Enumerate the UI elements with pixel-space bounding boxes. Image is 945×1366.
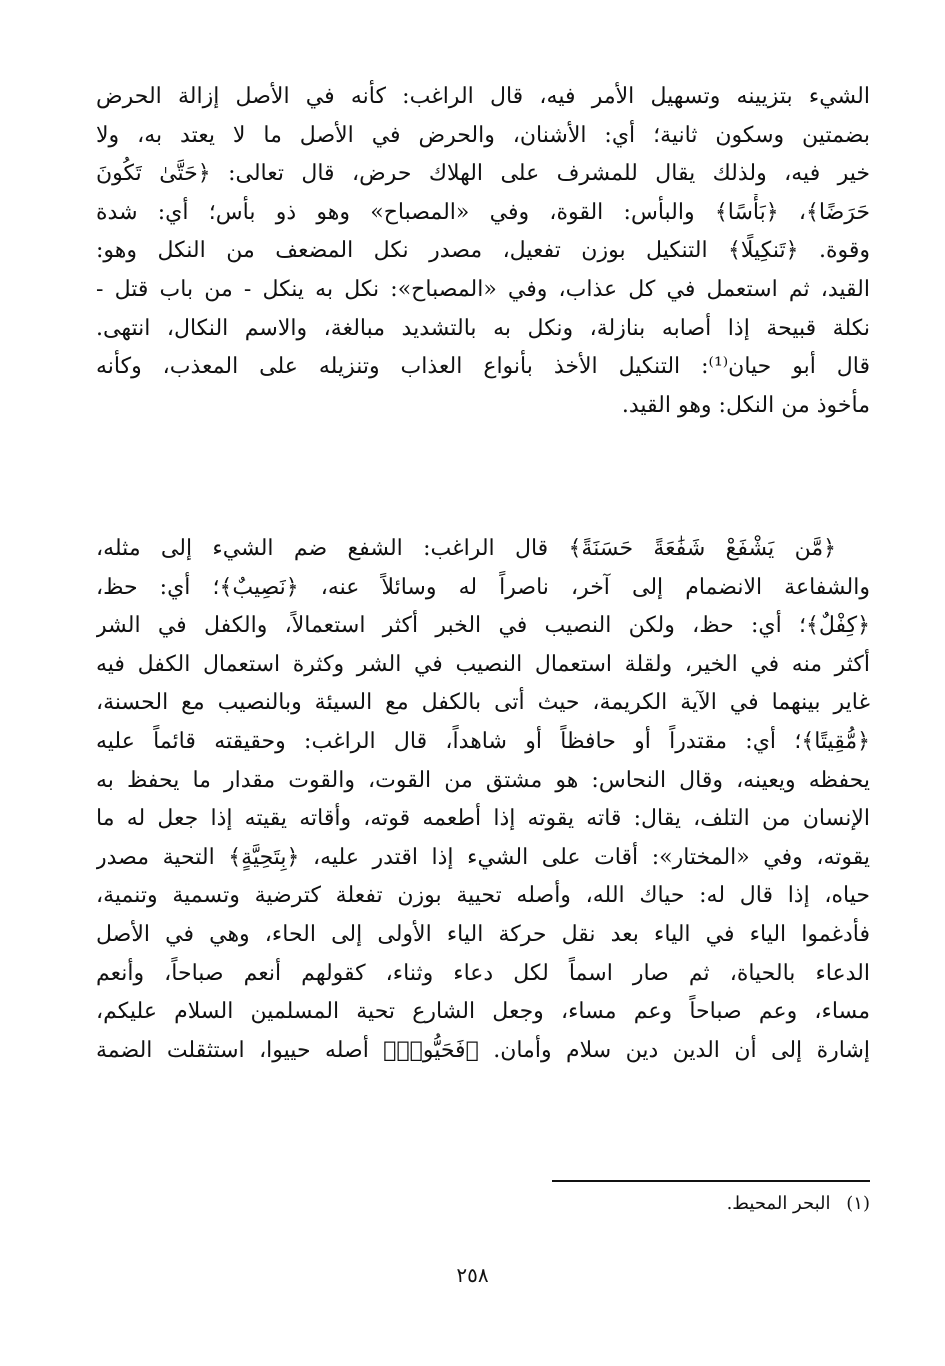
- text-line: والشفاعة الانضمام إلى آخر، ناصراً له وسائلاً عنه، ﴿نَصِيبٌ﴾؛ أي: حظ،: [96, 574, 870, 600]
- footnote-marker: (١): [846, 1193, 870, 1214]
- text-line: الدعاء بالحياة، ثم صار اسماً لكل دعاء وثناء، كقولهم أنعم صباحاً، وأنعم: [96, 960, 870, 986]
- text-line: قال أبو حيان⁽¹⁾: التنكيل الأخذ بأنواع العذاب وتنزيله على المعذب، وكأنه: [96, 354, 870, 380]
- text-line: ﴿مَّن يَشْفَعْ شَفَٰعَةً حَسَنَةً﴾ قال الراغب: الشفع ضم الشيء إلى مثله،: [96, 536, 836, 561]
- text-line: خير فيه، ولذلك يقال للمشرف على الهلاك حرض، قال تعالى: ﴿حَتَّىٰ تَكُونَ: [96, 161, 870, 187]
- page-number: ٢٥٨: [456, 1263, 489, 1287]
- text-line: فأدغموا الياء في الياء بعد نقل حركة الياء الأولى إلى الحاء، وهي في الأصل: [96, 921, 870, 947]
- footnote: [470, 1189, 870, 1219]
- text-line: أكثر منه في الخير، ولقلة استعمال النصيب في الشر وكثرة استعمال الكفل فيه: [96, 651, 870, 677]
- paragraph-2: [96, 530, 870, 1070]
- text-line: إشارة إلى أن الدين دين سلام وأمان. ﴿فَحَيُّوا۟﴾ أصله حييوا، استثقلت الضمة: [96, 1037, 870, 1063]
- text-line: بضمتين وسكون ثانية؛ أي: الأشنان، والحرض في الأصل ما لا يعتد به، ولا: [96, 122, 870, 148]
- text-line: يحفظه ويعينه، وقال النحاس: هو مشتق من القوت، والقوت مقدار ما يحفظ به: [96, 767, 870, 793]
- footnote-divider: [552, 1180, 870, 1182]
- footnote-text: البحر المحيط.: [726, 1193, 831, 1214]
- text-line: مأخوذ من النكل: وهو القيد.: [621, 392, 870, 418]
- text-line: القيد، ثم استعمل في كل عذاب، وفي «المصباح»: نكل به ينكل - من باب قتل -: [96, 276, 870, 302]
- text-line: ﴿مُّقِيتًا﴾؛ أي: مقتدراً أو حافظاً أو شاهداً، قال الراغب: وحقيقته قائماً عليه: [96, 728, 870, 754]
- text-line: غاير بينهما في الآية الكريمة، حيث أتى بالكفل مع السيئة وبالنصيب مع الحسنة،: [96, 690, 870, 716]
- text-line: حياه، إذا قال له: حياك الله، وأصله تحيية بوزن تفعلة كترضية وتسمية وتنمية،: [96, 883, 870, 909]
- text-line: ﴿كِفْلٌ﴾؛ أي: حظ، ولكن النصيب في الخبر أكثر استعمالاً، والكفل في الشر: [96, 613, 870, 639]
- text-line: مساء، وعم صباحاً وعم مساء، وجعل الشارع تحية المسلمين السلام عليكم،: [96, 999, 870, 1025]
- text-line: يقوته، وفي «المختار»: أقات على الشيء إذا اقتدر عليه، ﴿بِتَحِيَّةٍ﴾ التحية مصدر: [96, 844, 870, 870]
- text-line: حَرَضًا﴾، ﴿بَأْسًا﴾ والبأس: القوة، وفي «المصباح» وهو ذو بأس؛ أي: شدة: [96, 199, 870, 225]
- text-line: الشيء بتزيينه وتسهيل الأمر فيه، قال الراغب: كأنه في الأصل إزالة الحرض: [96, 84, 870, 109]
- text-line: نكلة قبيحة إذا أصابه بنازلة، ونكل به بالتشديد مبالغة، والاسم النكال، انتهى.: [96, 315, 870, 341]
- text-line: الإنسان من التلف، يقال: قاته يقوته إذا أطعمه قوته، وأقاته يقيته إذا جعل له ما: [96, 806, 870, 832]
- paragraph-1: [96, 78, 870, 425]
- text-line: وقوة. ﴿تَنكِيلًا﴾ التنكيل بوزن تفعيل، مصدر نكل المضعف من النكل وهو:: [96, 238, 870, 264]
